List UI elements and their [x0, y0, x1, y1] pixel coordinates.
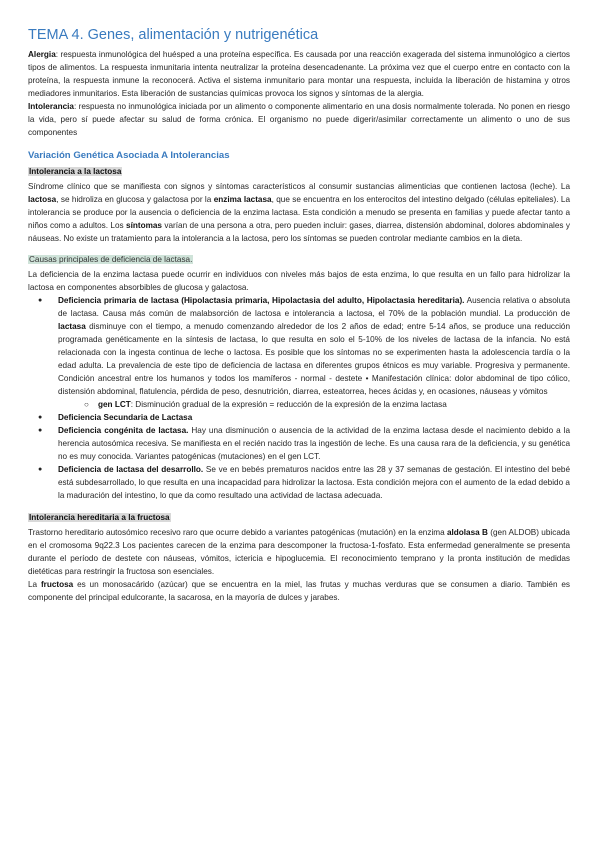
list-item-congenita — [58, 424, 570, 463]
lactosa-heading: Intolerancia a la lactosa — [29, 167, 122, 176]
alergia-term: Alergia — [28, 50, 56, 59]
intolerancia-text: : respuesta no inmunológica iniciada por un alimento o componente alimentario en una dosis normalmente tolerada. No ponen en riesgo la vida, pero sí puede afectar su salud de forma crónica. El organismo no puede digerir/asimilar correctamente un alimento o uno de sus componentes — [28, 102, 570, 137]
gen-lct-text: : Disminución gradual de la expresión = reducción de la expresión de la enzima lactasa — [130, 400, 447, 409]
lactosa-text-3: , que se encuentra en los enterocitos del intestino delgado (células epiteliales). La intolerancia se produce por la ausencia o deficiencia de la enzima lactasa. Esta condición a menudo se presenta en familias y puede afectar tanto a niños como a adultos. Los — [28, 195, 570, 230]
list-item-secundaria — [58, 411, 570, 424]
lactosa-bold-1: lactosa — [28, 195, 57, 204]
secundaria-title: Deficiencia Secundaria de Lactasa — [58, 413, 193, 422]
lactosa-heading-wrap — [28, 165, 570, 179]
fructosa-bold-1: aldolasa B — [446, 528, 488, 537]
fructosa-text-3: La — [28, 580, 41, 589]
congenita-title: Deficiencia congénita de lactasa. — [58, 426, 189, 435]
deficiencias-list — [28, 294, 570, 502]
fructosa-bold-2: fructosa — [40, 580, 74, 589]
intolerancia-term: Intolerancia — [28, 102, 74, 111]
sublist-item-gen-lct — [98, 398, 570, 411]
primaria-bold: lactasa — [58, 322, 86, 331]
fructosa-heading: Intolerancia hereditaria a la fructosa — [29, 513, 170, 522]
fructosa-paragraph-2 — [28, 578, 570, 604]
alergia-paragraph — [28, 48, 570, 100]
fructosa-heading-wrap — [28, 511, 570, 525]
fructosa-text-2: (gen ALDOB) ubicada en el cromosoma 9q22.3 Los pacientes carecen de la enzima para descomponer la fructosa-1-fosfato. Esta enfermedad generalmente se presenta durante el período de destete con náuseas, vómitos, ictericia e hipoglucemia. El reconocimiento temprano y la pronta institución de medidas dietéticas para restringir la fructosa son esenciales. — [28, 528, 570, 576]
desarrollo-title: Deficiencia de lactasa del desarrollo. — [58, 465, 204, 474]
page-title: TEMA 4. Genes, alimentación y nutrigenética — [28, 27, 319, 43]
lactosa-bold-2: enzima lactasa — [213, 195, 272, 204]
lactosa-paragraph — [28, 180, 570, 245]
desarrollo-text: Se ve en bebés prematuros nacidos entre las 28 y 37 semanas de gestación. El intestino del bebé está subdesarrollado, lo que resulta en una incapacidad para hidrolizar la lactosa. Esta condición mejora con el aumento de la edad debido a la maduración del intestino, lo que da como resultado una actividad de lactasa adecuada. — [58, 465, 570, 500]
fructosa-paragraph-1 — [28, 526, 570, 578]
primaria-title: Deficiencia primaria de lactasa (Hipolactasia primaria, Hipolactasia del adulto, Hipolactasia hereditaria). — [58, 296, 465, 305]
gen-lct-term: gen LCT — [98, 400, 131, 409]
alergia-text: : respuesta inmunológica del huésped a una proteína específica. Es causada por una reacción exagerada del sistema inmunológico a ciertos tipos de alimentos. La respuesta inmunitaria intenta neutralizar la proteína desencadenante. La próxima vez que el cuerpo entre en contacto con la proteína, la respuesta inmune la reconocerá. Activa el sistema inmunitario para montar una respuesta, incluida la liberación de histamina y otros mediadores inmunitarios. Esta liberación de sustancias químicas provoca los signos y síntomas de la alergia. — [28, 50, 570, 98]
causas-heading-wrap — [28, 253, 570, 267]
lactosa-text-2: , se hidroliza en glucosa y galactosa por la — [56, 195, 214, 204]
primaria-text-2: disminuye con el tiempo, a menudo comenzando alrededor de los 2 años de edad; entre 5-14 años, se produce una reducción programada genéticamente en la síntesis de lactasa, lo que resulta en solo el 5-10% de los niveles de lactasa de la infancia. No está relacionada con la ingesta continua de leche o lactosa. Es posible que los síntomas no se experimenten hasta la adolescencia tardía o la edad adulta. La prevalencia de este tipo de deficiencia de lactasa en diferentes grupos étnicos es muy variable. Progresiva y permanente. Condición ancestral entre los humanos y todos los mamíferos - normal - destete • Manifestación clínica: dolor abdominal de tipo cólico, distensión abdominal, flatulencia, pérdida de peso, desnutrición, diarrea, esteatorrea, heces ácidas y, en ocasiones, náuseas y vómitos — [58, 322, 570, 396]
fructosa-text-1: Trastorno hereditario autosómico recesivo raro que ocurre debido a variantes patogénicas (mutación) en la enzima — [28, 528, 447, 537]
lactosa-bold-3: síntomas — [126, 221, 162, 230]
fructosa-text-4: es un monosacárido (azúcar) que se encuentra en la miel, las frutas y muchas verduras que se consumen a diario. También es componente del principal edulcorante, la sacarosa, en la mayoría de dulces y jarabes. — [28, 580, 570, 602]
section-heading: Variación Genética Asociada A Intolerancias — [28, 150, 230, 161]
causas-paragraph: La deficiencia de la enzima lactasa puede ocurrir en individuos con niveles más bajos de esta enzima, lo que resulta en un fallo para hidrolizar la lactosa en componentes absorbibles de glucosa y galactosa. — [28, 270, 570, 292]
lactosa-text-1: Síndrome clínico que se manifiesta con signos y síntomas característicos al consumir sustancias alimenticias que contienen lactosa (leche). La — [28, 182, 570, 191]
congenita-text: Hay una disminución o ausencia de la actividad de la enzima lactasa desde el nacimiento debido a la herencia autosómica recesiva. Se manifiesta en el recién nacido tras la ingestión de leche. Es una causa rara de la deficiencia, y su genética no es muy conocida. Variantes patogénicas (mutaciones) en el gen LCT. — [58, 426, 570, 461]
intolerancia-paragraph — [28, 100, 570, 139]
primaria-sublist — [58, 398, 570, 411]
list-item-primaria — [58, 294, 570, 411]
primaria-text-1: Ausencia relativa o absoluta de lactasa. Causa más común de malabsorción de lactosa e intolerancia a lactosa, el 70% de la población mundial. La producción de — [58, 296, 571, 318]
causas-heading: Causas principales de deficiencia de lactasa. — [29, 255, 193, 264]
lactosa-text-4: varían de una persona a otra, pero pueden incluir: gases, diarrea, distensión abdominal, dolores abdominales y náuseas. No existe un tratamiento para la intolerancia a la lactosa, pero los síntomas se pueden controlar mediante cambios en la dieta. — [28, 221, 570, 243]
list-item-desarrollo — [58, 463, 570, 502]
